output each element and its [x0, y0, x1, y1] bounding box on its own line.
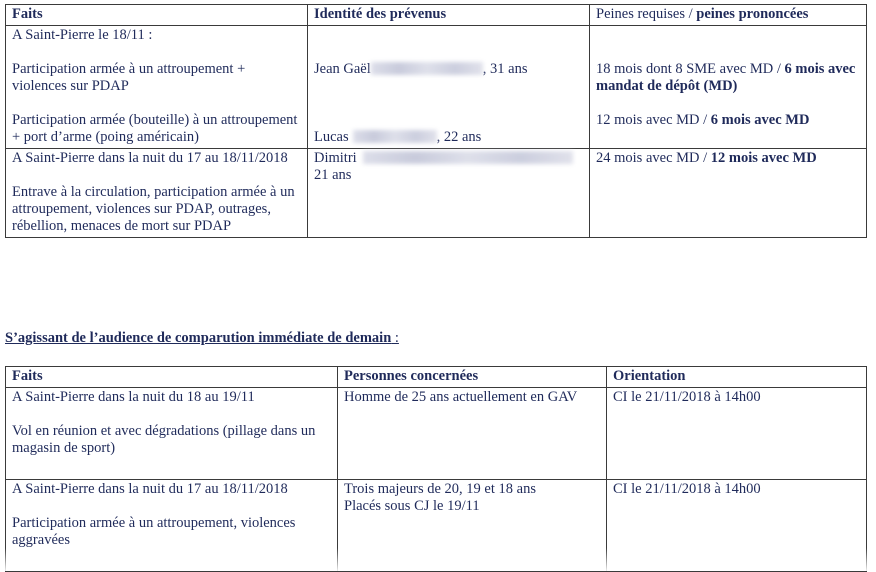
cell-orientation: CI le 21/11/2018 à 14h00 — [607, 388, 867, 480]
table-row — [6, 149, 867, 238]
faits-line: A Saint-Pierre dans la nuit du 17 au 18/11/2018 — [12, 150, 288, 166]
bottom-fade — [0, 548, 876, 571]
prevenu — [314, 129, 583, 146]
peine — [596, 150, 860, 167]
cell-faits — [6, 149, 308, 238]
peine-prononcee: 6 mois avec mandat de dépôt (MD) — [596, 61, 856, 94]
peine-requise: 24 mois avec MD / — [596, 150, 711, 166]
header-peines — [590, 5, 867, 26]
cell-personnes — [338, 388, 607, 480]
prevenu-age: 21 ans — [314, 167, 352, 183]
prevenu-age: , 31 ans — [482, 61, 528, 77]
prevenu — [314, 61, 583, 78]
faits-line: Vol en réunion et avec dégradations (pillage dans un magasin de sport) — [12, 423, 316, 456]
prevenu-age: , 22 ans — [436, 129, 482, 145]
cell-peines — [590, 149, 867, 238]
section-heading: S’agissant de l’audience de comparution immédiate de demain : — [5, 330, 399, 346]
redacted-name — [353, 130, 437, 143]
prevenu-prenom: Dimitri — [314, 150, 357, 166]
faits-line: A Saint-Pierre le 18/11 : — [12, 27, 153, 43]
header-faits: Faits — [6, 5, 308, 26]
peine-requise: 12 mois avec MD / — [596, 112, 711, 128]
peine-requise: 18 mois dont 8 SME avec MD / — [596, 61, 785, 77]
personnes-line: Trois majeurs de 20, 19 et 18 ans — [344, 481, 536, 497]
cell-prevenus — [308, 26, 590, 149]
prevenu-prenom: Jean Gaël — [314, 61, 371, 77]
cell-prevenus — [308, 149, 590, 238]
table-header-row — [6, 367, 867, 388]
redacted-name — [371, 62, 483, 75]
table-header-row — [6, 5, 867, 26]
header-faits: Faits — [6, 367, 338, 388]
header-peines-requises: Peines requises / — [596, 6, 697, 22]
peine — [596, 61, 860, 95]
redacted-name — [363, 151, 573, 164]
faits-line: Participation armée (bouteille) à un attroupement + port d’arme (poing américain) — [12, 112, 298, 145]
faits-line: Participation armée à un attroupement, violences aggravées — [12, 515, 296, 548]
header-orientation: Orientation — [607, 367, 867, 388]
table-row — [6, 26, 867, 149]
faits-line: A Saint-Pierre dans la nuit du 17 au 18/11/2018 — [12, 481, 288, 497]
cell-faits — [6, 388, 338, 480]
header-personnes: Personnes concernées — [338, 367, 607, 388]
prevenu-prenom: Lucas — [314, 129, 349, 145]
table-comparution — [5, 366, 867, 572]
personnes-line: Placés sous CJ le 19/11 — [344, 498, 480, 514]
peine-prononcee: 6 mois avec MD — [710, 112, 810, 128]
faits-line: Entrave à la circulation, participation armée à un attroupement, violences sur PDAP, outrages, rébellion, menaces de mort sur PDAP — [12, 184, 295, 234]
table-row — [6, 388, 867, 480]
table-peines — [5, 4, 867, 238]
header-identite: Identité des prévenus — [308, 5, 590, 26]
cell-peines — [590, 26, 867, 149]
prevenu — [314, 150, 583, 167]
cell-orientation: CI le 21/11/2018 à 14h00 — [607, 480, 867, 572]
cell-faits — [6, 26, 308, 149]
header-peines-prononcees: peines prononcées — [696, 6, 809, 22]
personnes-line: Homme de 25 ans actuellement en GAV — [344, 389, 578, 405]
faits-line: A Saint-Pierre dans la nuit du 18 au 19/11 — [12, 389, 255, 405]
faits-line: Participation armée à un attroupement + violences sur PDAP — [12, 61, 246, 94]
peine — [596, 112, 860, 129]
peine-prononcee: 12 mois avec MD — [710, 150, 817, 166]
